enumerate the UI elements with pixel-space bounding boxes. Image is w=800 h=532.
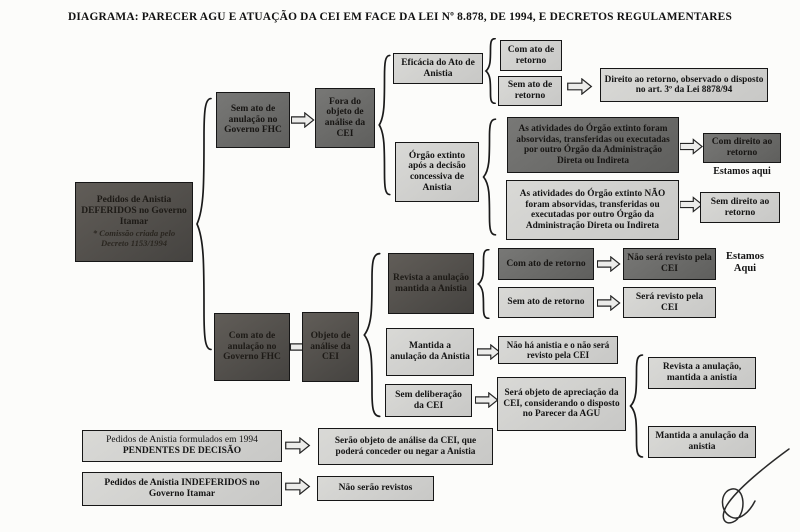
node-com-ato-retorno-1 <box>500 40 562 71</box>
brace-objeto-analise <box>361 252 383 418</box>
node-label: Não será revisto pela CEI <box>627 253 712 274</box>
brace-orgao-extinto <box>481 118 498 236</box>
brace-apreciacao <box>628 354 645 458</box>
node-com-ato-anulacao <box>214 313 290 381</box>
node-com-direito-retorno <box>703 133 781 163</box>
node-label: Objeto de análise da CEI <box>310 330 351 363</box>
node-label: Eficácia do Ato de Anistia <box>401 57 475 79</box>
node-label-text: Será objeto de apreciação da CEI, considerando o disposto no <box>503 388 620 420</box>
node-label: Pedidos de Anistia DEFERIDOS no Governo Itamar <box>81 195 187 227</box>
node-label-line2: PENDENTES DE DECISÃO <box>122 446 242 456</box>
node-note: * Comissão criada pelo Decreto 1153/1994 <box>92 228 176 249</box>
arrow-icon <box>680 138 703 155</box>
arrow-icon <box>475 392 499 408</box>
node-label: Sem ato de retorno <box>507 297 585 308</box>
node-label: Sem direito ao retorno <box>710 196 770 218</box>
node-fora-objeto <box>315 88 375 148</box>
brace-eficacia <box>484 38 497 104</box>
arrow-icon <box>597 295 621 311</box>
node-direito-retorno <box>600 68 768 102</box>
arrow-icon <box>291 112 315 128</box>
node-sera-revisto <box>623 287 716 318</box>
node-label: Órgão extinto após a decisão concessiva de Anistia <box>408 150 466 193</box>
annotation-estamos-aqui-1: Estamos aqui <box>713 166 771 177</box>
arrow-icon <box>284 478 312 495</box>
node-label: Mantida a anulação da Anistia <box>390 341 470 362</box>
arrow-icon <box>567 78 593 95</box>
node-nao-sera-revisto <box>623 248 716 280</box>
node-nao-ha-anistia <box>498 336 618 364</box>
node-label-line1: Pedidos de Anistia formulados em 1994 <box>106 435 258 446</box>
node-label: Pedidos de Anistia INDEFERIDOS no Governo Itamar <box>104 478 260 499</box>
arrow-icon <box>597 256 621 272</box>
node-sem-direito-retorno <box>700 192 780 223</box>
node-objeto-analise <box>302 312 359 382</box>
node-label: Fora do objeto de análise da CEI <box>324 96 366 139</box>
node-label: Com ato de anulação no Governo FHC <box>223 330 281 363</box>
node-label: Sem ato de anulação no Governo FHC <box>224 103 282 136</box>
node-atividades-absorvidas <box>507 117 679 173</box>
node-sera-objeto-apreciacao <box>497 377 626 431</box>
node-label: Não há anistia e o não será revisto pela CEI <box>506 339 610 360</box>
node-label: Revista a anulação, mantida a anistia <box>662 362 742 383</box>
node-serao-objeto-analise <box>318 428 493 465</box>
node-label: Não serão revistos <box>338 483 413 494</box>
node-sem-ato-anulacao <box>216 92 290 148</box>
annotation-estamos-aqui-2: Estamos Aqui <box>726 251 764 275</box>
signature-scribble <box>705 445 795 530</box>
node-com-ato-retorno-2 <box>498 248 594 280</box>
node-label: Sem deliberação da CEI <box>395 389 462 411</box>
node-eficacia-ato <box>393 53 483 84</box>
node-sem-deliberacao <box>385 384 472 417</box>
node-label: Mantida a anulação da anistia <box>655 431 749 452</box>
node-revista-anulacao <box>388 253 474 314</box>
node-label: Será revisto pela CEI <box>635 291 704 313</box>
node-label: Com ato de retorno <box>506 258 586 269</box>
node-sem-ato-retorno-2 <box>498 287 594 318</box>
node-label: As atividades do Órgão extinto foram absorvidas, transferidas ou executadas por outro Órgão da Administração Direta ou Indireta <box>516 124 670 166</box>
node-label: Sem ato de retorno <box>507 80 553 101</box>
node-label: Direito ao retorno, observado o disposto no art. 3º da Lei 8878/94 <box>604 74 764 95</box>
node-revista-anulacao-mantida <box>648 357 756 389</box>
node-orgao-extinto <box>395 142 479 202</box>
node-label-bold: Parecer da AGU <box>534 409 601 420</box>
node-indeferidos <box>82 472 282 506</box>
node-label: Com direito ao retorno <box>711 137 773 158</box>
node-pendentes-decisao <box>82 430 282 462</box>
diagram-title: DIAGRAMA: PARECER AGU E ATUAÇÃO DA CEI EM FACE DA LEI Nº 8.878, DE 1994, E DECRETOS REGULAMENTARES <box>67 11 733 23</box>
node-label: Revista a anulação mantida a Anistia <box>393 272 469 294</box>
brace-revista <box>476 249 491 319</box>
node-label: Serão objeto de análise da CEI, que poderá conceder ou negar a Anistia <box>334 436 477 457</box>
arrow-icon <box>284 437 312 454</box>
brace-root <box>194 96 214 352</box>
node-mantida-anulacao <box>386 328 474 376</box>
node-nao-serao-revistos <box>317 476 434 501</box>
node-pedidos-deferidos <box>75 182 193 262</box>
brace-fora-objeto <box>377 54 392 196</box>
node-label: As atividades do Órgão extinto NÃO foram absorvidas, transferidas ou executadas por outro Órgão da Administração Direta ou Indireta <box>519 189 666 231</box>
node-sem-ato-retorno-1 <box>498 76 562 106</box>
node-atividades-nao-absorvidas <box>506 180 679 240</box>
node-label: Com ato de retorno <box>507 44 555 66</box>
node-label <box>501 388 622 420</box>
